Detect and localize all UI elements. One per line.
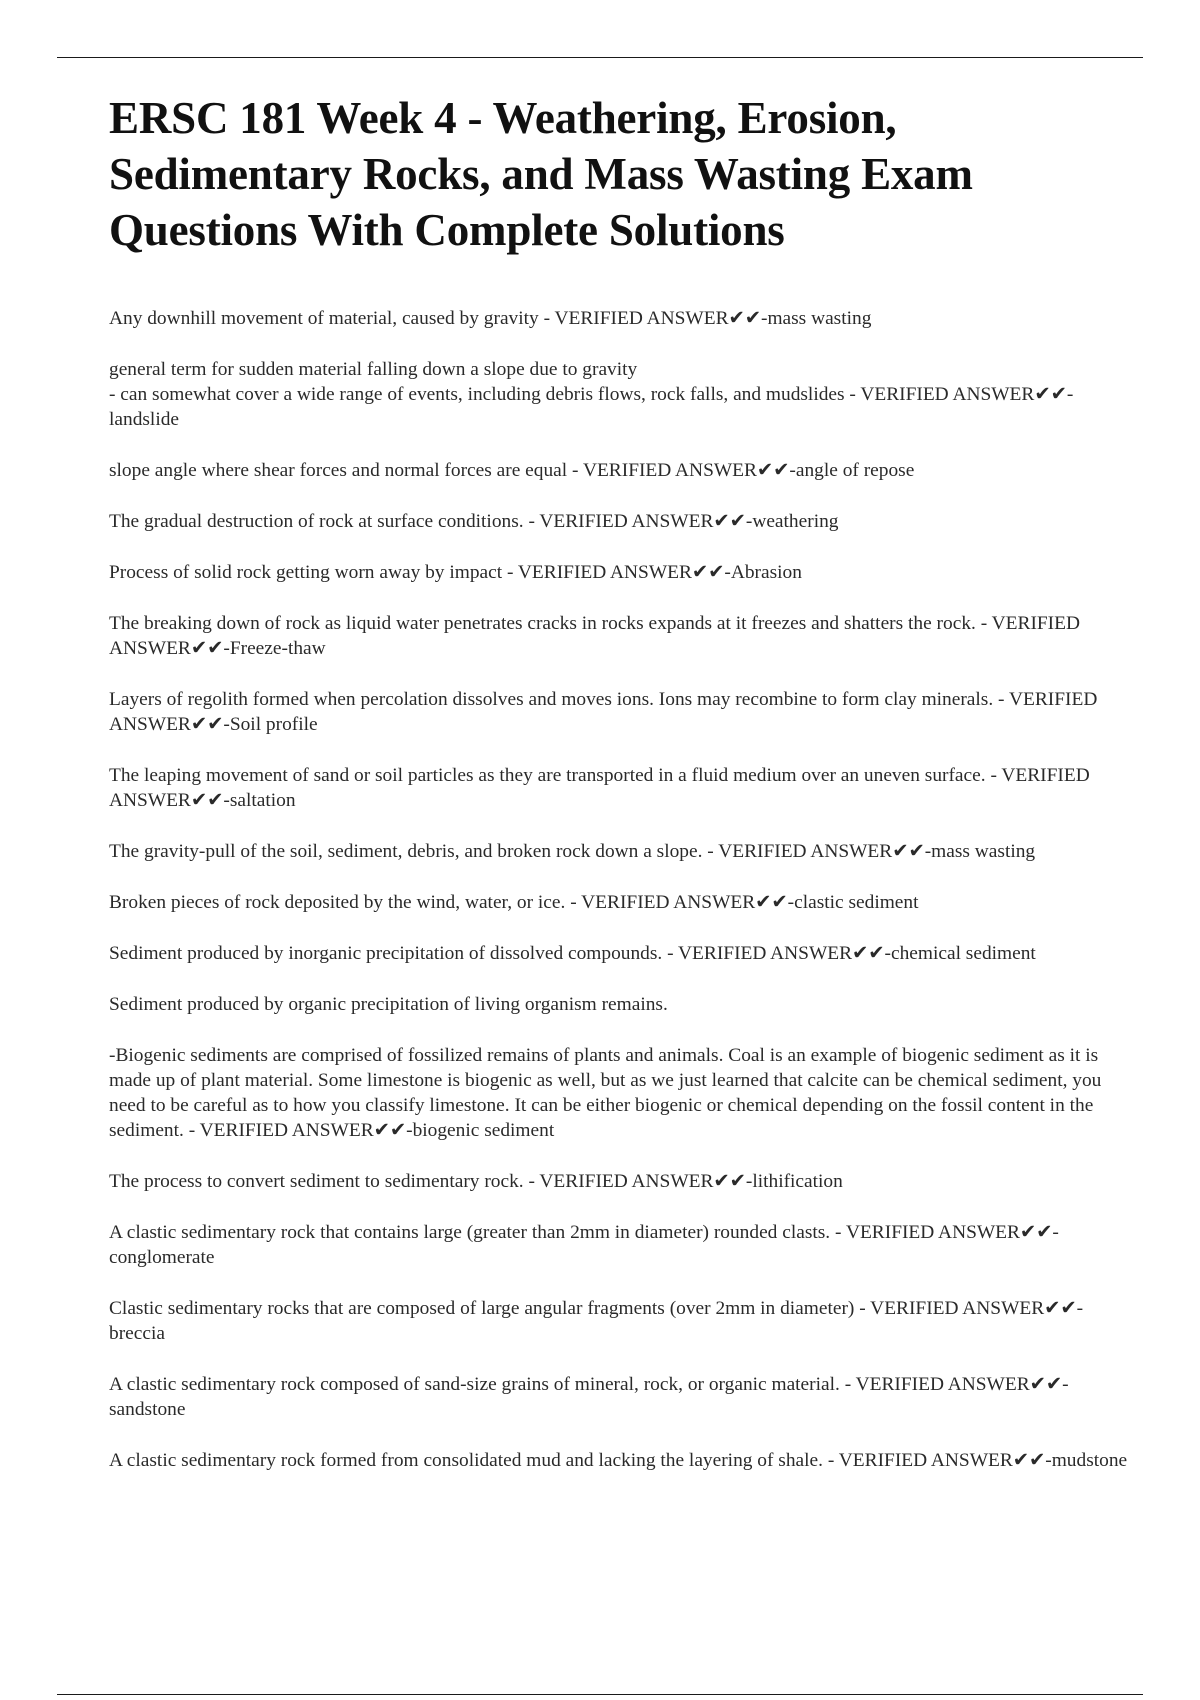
qa-item: A clastic sedimentary rock that contains large (greater than 2mm in diameter) rounded clasts. - VERIFIED ANSWER✔✔-conglomerate xyxy=(109,1222,1059,1268)
qa-item: The breaking down of rock as liquid water penetrates cracks in rocks expands at it freezes and shatters the rock. - VERIFIED ANSWER✔✔-Freeze-thaw xyxy=(109,613,1080,659)
qa-item: Layers of regolith formed when percolation dissolves and moves ions. Ions may recombine to form clay minerals. - VERIFIED ANSWER✔✔-Soil profile xyxy=(109,689,1098,735)
document-body xyxy=(109,90,1129,1499)
document-title: ERSC 181 Week 4 - Weathering, Erosion, Sedimentary Rocks, and Mass Wasting Exam Questions With Complete Solutions xyxy=(109,93,973,255)
qa-item: A clastic sedimentary rock formed from consolidated mud and lacking the layering of shale. - VERIFIED ANSWER✔✔-mudstone xyxy=(109,1450,1128,1471)
qa-item: The gradual destruction of rock at surface conditions. - VERIFIED ANSWER✔✔-weathering xyxy=(109,511,839,532)
qa-item: -Biogenic sediments are comprised of fossilized remains of plants and animals. Coal is an example of biogenic sediment as it is made up of plant material. Some limestone is biogenic as well, but as we just learned that calcite can be chemical sediment, you need to be careful as to how you classify limestone. It can be either biogenic or chemical depending on the fossil content in the sediment. - VERIFIED ANSWER✔✔-biogenic sediment xyxy=(109,1045,1102,1141)
qa-item: The gravity-pull of the soil, sediment, debris, and broken rock down a slope. - VERIFIED ANSWER✔✔-mass wasting xyxy=(109,841,1036,862)
qa-item: Clastic sedimentary rocks that are composed of large angular fragments (over 2mm in diameter) - VERIFIED ANSWER✔✔-breccia xyxy=(109,1298,1084,1344)
qa-item: slope angle where shear forces and normal forces are equal - VERIFIED ANSWER✔✔-angle of repose xyxy=(109,460,915,481)
top-rule xyxy=(57,57,1143,58)
qa-item: Any downhill movement of material, caused by gravity - VERIFIED ANSWER✔✔-mass wasting xyxy=(109,308,872,329)
qa-list xyxy=(109,306,1129,1473)
qa-item: Broken pieces of rock deposited by the wind, water, or ice. - VERIFIED ANSWER✔✔-clastic sediment xyxy=(109,892,919,913)
bottom-rule xyxy=(57,1694,1143,1695)
qa-item: Sediment produced by organic precipitation of living organism remains. xyxy=(109,994,668,1015)
qa-item: The process to convert sediment to sedimentary rock. - VERIFIED ANSWER✔✔-lithification xyxy=(109,1171,843,1192)
qa-item: Sediment produced by inorganic precipitation of dissolved compounds. - VERIFIED ANSWER✔✔-chemical sediment xyxy=(109,943,1036,964)
qa-item: Process of solid rock getting worn away by impact - VERIFIED ANSWER✔✔-Abrasion xyxy=(109,562,802,583)
qa-item: The leaping movement of sand or soil particles as they are transported in a fluid medium over an uneven surface. - VERIFIED ANSWER✔✔-saltation xyxy=(109,765,1090,811)
qa-item: general term for sudden material falling down a slope due to gravity - can somewhat cover a wide range of events, including debris flows, rock falls, and mudslides - VERIFIED ANSWER✔✔-landslide xyxy=(109,359,1074,430)
qa-item: A clastic sedimentary rock composed of sand-size grains of mineral, rock, or organic material. - VERIFIED ANSWER✔✔-sandstone xyxy=(109,1374,1069,1420)
